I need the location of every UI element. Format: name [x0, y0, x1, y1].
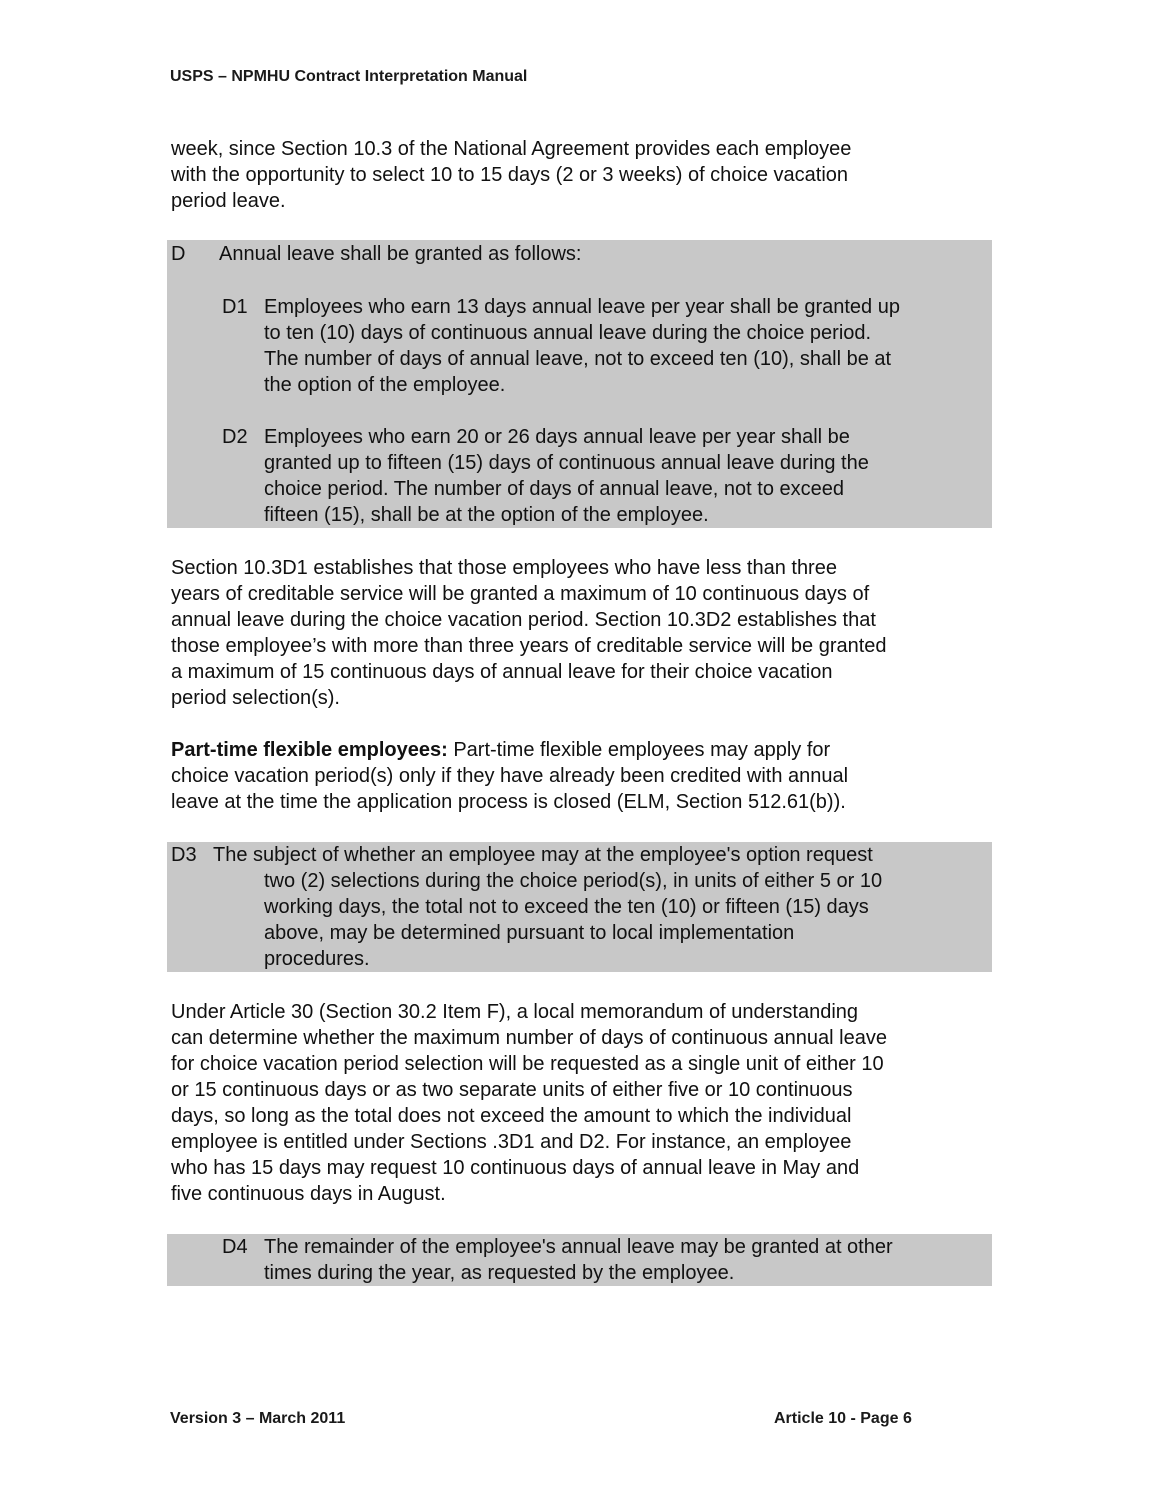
- intro-line: week, since Section 10.3 of the National Agreement provides each employee: [171, 138, 852, 160]
- clause-line: choice period. The number of days of annual leave, not to exceed: [264, 478, 845, 500]
- clause-line: fifteen (15), shall be at the option of the employee.: [264, 504, 709, 526]
- clause-label-d2: D2: [222, 426, 248, 448]
- intro-line: with the opportunity to select 10 to 15 days (2 or 3 weeks) of choice vacation: [171, 164, 849, 186]
- clause-label-d3: D3: [171, 844, 197, 866]
- clause-line: procedures.: [264, 948, 370, 970]
- clause-label-d1: D1: [222, 296, 248, 318]
- bold-lead: Part-time flexible employees:: [171, 739, 448, 761]
- clause-line: to ten (10) days of continuous annual leave during the choice period.: [264, 322, 872, 344]
- paragraph-line: employee is entitled under Sections .3D1 and D2. For instance, an employee: [171, 1131, 852, 1153]
- clause-label-d4: D4: [222, 1236, 248, 1258]
- paragraph-line: Under Article 30 (Section 30.2 Item F), a local memorandum of understanding: [171, 1001, 859, 1023]
- paragraph-line: a maximum of 15 continuous days of annual leave for their choice vacation: [171, 661, 833, 683]
- clause-line: Employees who earn 13 days annual leave per year shall be granted up: [264, 296, 900, 318]
- clause-line: Employees who earn 20 or 26 days annual leave per year shall be: [264, 426, 850, 448]
- paragraph-line: Section 10.3D1 establishes that those employees who have less than three: [171, 557, 837, 579]
- paragraph-line: who has 15 days may request 10 continuous days of annual leave in May and: [171, 1157, 860, 1179]
- clause-line: working days, the total not to exceed the ten (10) or fifteen (15) days: [264, 896, 869, 918]
- page-header-title: USPS – NPMHU Contract Interpretation Manual: [170, 68, 528, 85]
- clause-label-d: D: [171, 243, 186, 265]
- paragraph-line: years of creditable service will be granted a maximum of 10 continuous days of: [171, 583, 870, 605]
- clause-line: above, may be determined pursuant to local implementation: [264, 922, 795, 944]
- footer-page-number: Article 10 - Page 6: [774, 1410, 912, 1427]
- paragraph-line: or 15 continuous days or as two separate units of either five or 10 continuous: [171, 1079, 853, 1101]
- paragraph-line: those employee’s with more than three years of creditable service will be granted: [171, 635, 887, 657]
- clause-line: The number of days of annual leave, not to exceed ten (10), shall be at: [264, 348, 892, 370]
- clause-line: The subject of whether an employee may at the employee's option request: [213, 844, 873, 866]
- clause-line: two (2) selections during the choice period(s), in units of either 5 or 10: [264, 870, 883, 892]
- clause-line: the option of the employee.: [264, 374, 506, 396]
- paragraph-line: days, so long as the total does not exceed the amount to which the individual: [171, 1105, 852, 1127]
- paragraph-line: annual leave during the choice vacation period. Section 10.3D2 establishes that: [171, 609, 876, 631]
- paragraph-line: [171, 737, 830, 763]
- paragraph-line: choice vacation period(s) only if they have already been credited with annual: [171, 765, 849, 787]
- paragraph-text: Part-time flexible employees may apply for: [447, 739, 831, 761]
- paragraph-line: can determine whether the maximum number of days of continuous annual leave: [171, 1027, 887, 1049]
- clause-text-d: Annual leave shall be granted as follows:: [219, 243, 582, 265]
- clause-line: times during the year, as requested by the employee.: [264, 1262, 735, 1284]
- intro-line: period leave.: [171, 190, 286, 212]
- paragraph-line: period selection(s).: [171, 687, 340, 709]
- clause-line: granted up to fifteen (15) days of continuous annual leave during the: [264, 452, 869, 474]
- paragraph-line: leave at the time the application process is closed (ELM, Section 512.61(b)).: [171, 791, 846, 813]
- footer-version: Version 3 – March 2011: [170, 1410, 346, 1427]
- paragraph-line: five continuous days in August.: [171, 1183, 446, 1205]
- clause-line: The remainder of the employee's annual leave may be granted at other: [264, 1236, 893, 1258]
- paragraph-line: for choice vacation period selection will be requested as a single unit of either 10: [171, 1053, 884, 1075]
